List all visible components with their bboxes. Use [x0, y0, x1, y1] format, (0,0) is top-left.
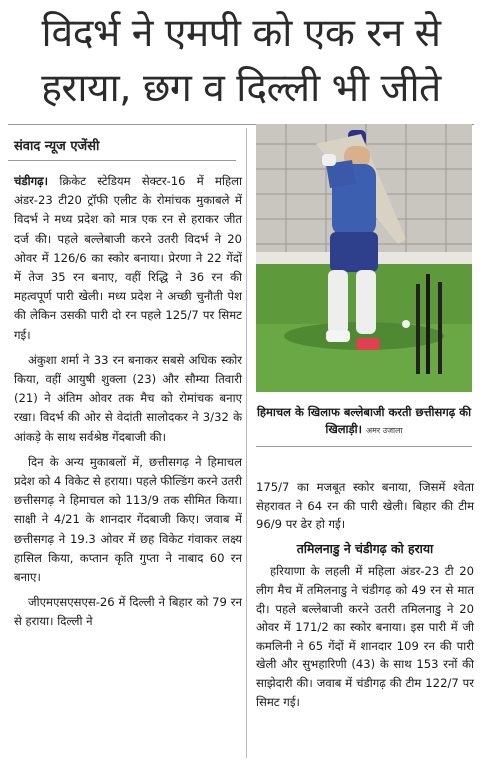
paragraph-3: दिन के अन्य मुकाबलों में, छत्तीसगढ़ ने हिमाचल प्रदेश को 4 विकेट से हराया। पहले फील्डिंग करने उतरी छत्तीसगढ़ ने हिमाचल को 113/9 तक सीमित किया। साक्षी ने 4/21 के शानदार गेंदबाजी किए। जवाब में छत्तीसगढ़ ने 19.3 ओवर में छह विकेट गंवाकर लक्ष्य हासिल किया, कप्तान कृति गुप्ता ने नाबाद 60 रन बनाए।: [14, 454, 243, 585]
paragraph-4: जीएमएसएसएस-26 में दिल्ली ने बिहार को 79 रन से हराया। दिल्ली ने: [14, 595, 242, 629]
photo-credit: अमर उजाला: [366, 426, 403, 435]
headline-line-1: विदर्भ ने एमपी को एक रन से: [41, 11, 441, 56]
batter-illustration: [256, 124, 472, 392]
caption-rule: [256, 446, 472, 447]
lead-paragraph: [14, 172, 242, 345]
headline: [0, 6, 482, 116]
article-left-column: [14, 172, 242, 638]
dateline-city: चंडीगढ़।: [14, 174, 49, 188]
cricket-photo: [256, 124, 472, 392]
paragraph-2: अंकुशा शर्मा ने 33 रन बनाकर सबसे अधिक स्कोर किया, वहीं आयुषी शुक्ला (23) और सौम्या तिवारी (21) ने अंतिम ओवर तक मैच को रोमांचक बनाए रखा। विदर्भ की ओर से वेदांती सालोदकर ने 3/32 के आंकड़े के साथ सर्वश्रेष्ठ गेंदबाजी की।: [14, 352, 242, 444]
right-paragraph-1: 175/7 का मजबूत स्कोर बनाया, जिसमें श्वेता सेहरावत ने 64 रन की पारी खेली। बिहार की टीम 96/9 पर ढेर हो गई।: [256, 480, 474, 532]
headline-line-2: हराया, छग व दिल्ली भी जीते: [41, 66, 441, 111]
article-right-column: [256, 478, 474, 717]
right-paragraph-2: हरियाणा के लहली में महिला अंडर-23 टी 20 लीग मैच में तमिलनाडु ने चंडीगढ़ को 49 रन से मात दी। पहले बल्लेबाजी करने उतरी तमिलनाडु ने 20 ओवर में 171/2 का स्कोर बनाया। इस पारी में जी कमलिनी ने 65 गेंदों में शानदार 109 रन की पारी खेली और सुभहारिणी (43) के साथ 153 रनों की साझेदारी की। जवाब में चंडीगढ़ की टीम 122/7 पर सिमट गई।: [256, 564, 474, 709]
byline: संवाद न्यूज एजेंसी: [14, 139, 100, 154]
subheading: तमिलनाडु ने चंडीगढ़ को हराया: [296, 540, 434, 556]
byline-rule: [8, 160, 236, 161]
column-divider: [246, 128, 247, 758]
photo-caption: [256, 404, 472, 439]
lead-text: क्रिकेट स्टेडियम सेक्टर-16 में महिला अंडर-23 टी20 ट्रॉफी एलीट के रोमांचक मुकाबले में विदर्भ ने मध्य प्रदेश को मात्र एक रन से हराकर जीत दर्ज की। पहले बल्लेबाजी करने उतरी विदर्भ ने 20 ओवर में 126/6 का स्कोर बनाया। प्रेरणा ने 22 गेंदों में तेज 35 रन बनाए, वहीं रिद्धि ने 36 रन की महत्वपूर्ण पारी खेली। मध्य प्रदेश ने अच्छी चुनौती पेश की लेकिन उसकी पारी दो रन पहले 125/7 पर सिमट गई।: [14, 174, 242, 342]
photo-caption-text: हिमाचल के खिलाफ बल्लेबाजी करती छत्तीसगढ़ की खिलाड़ी।: [256, 405, 472, 436]
